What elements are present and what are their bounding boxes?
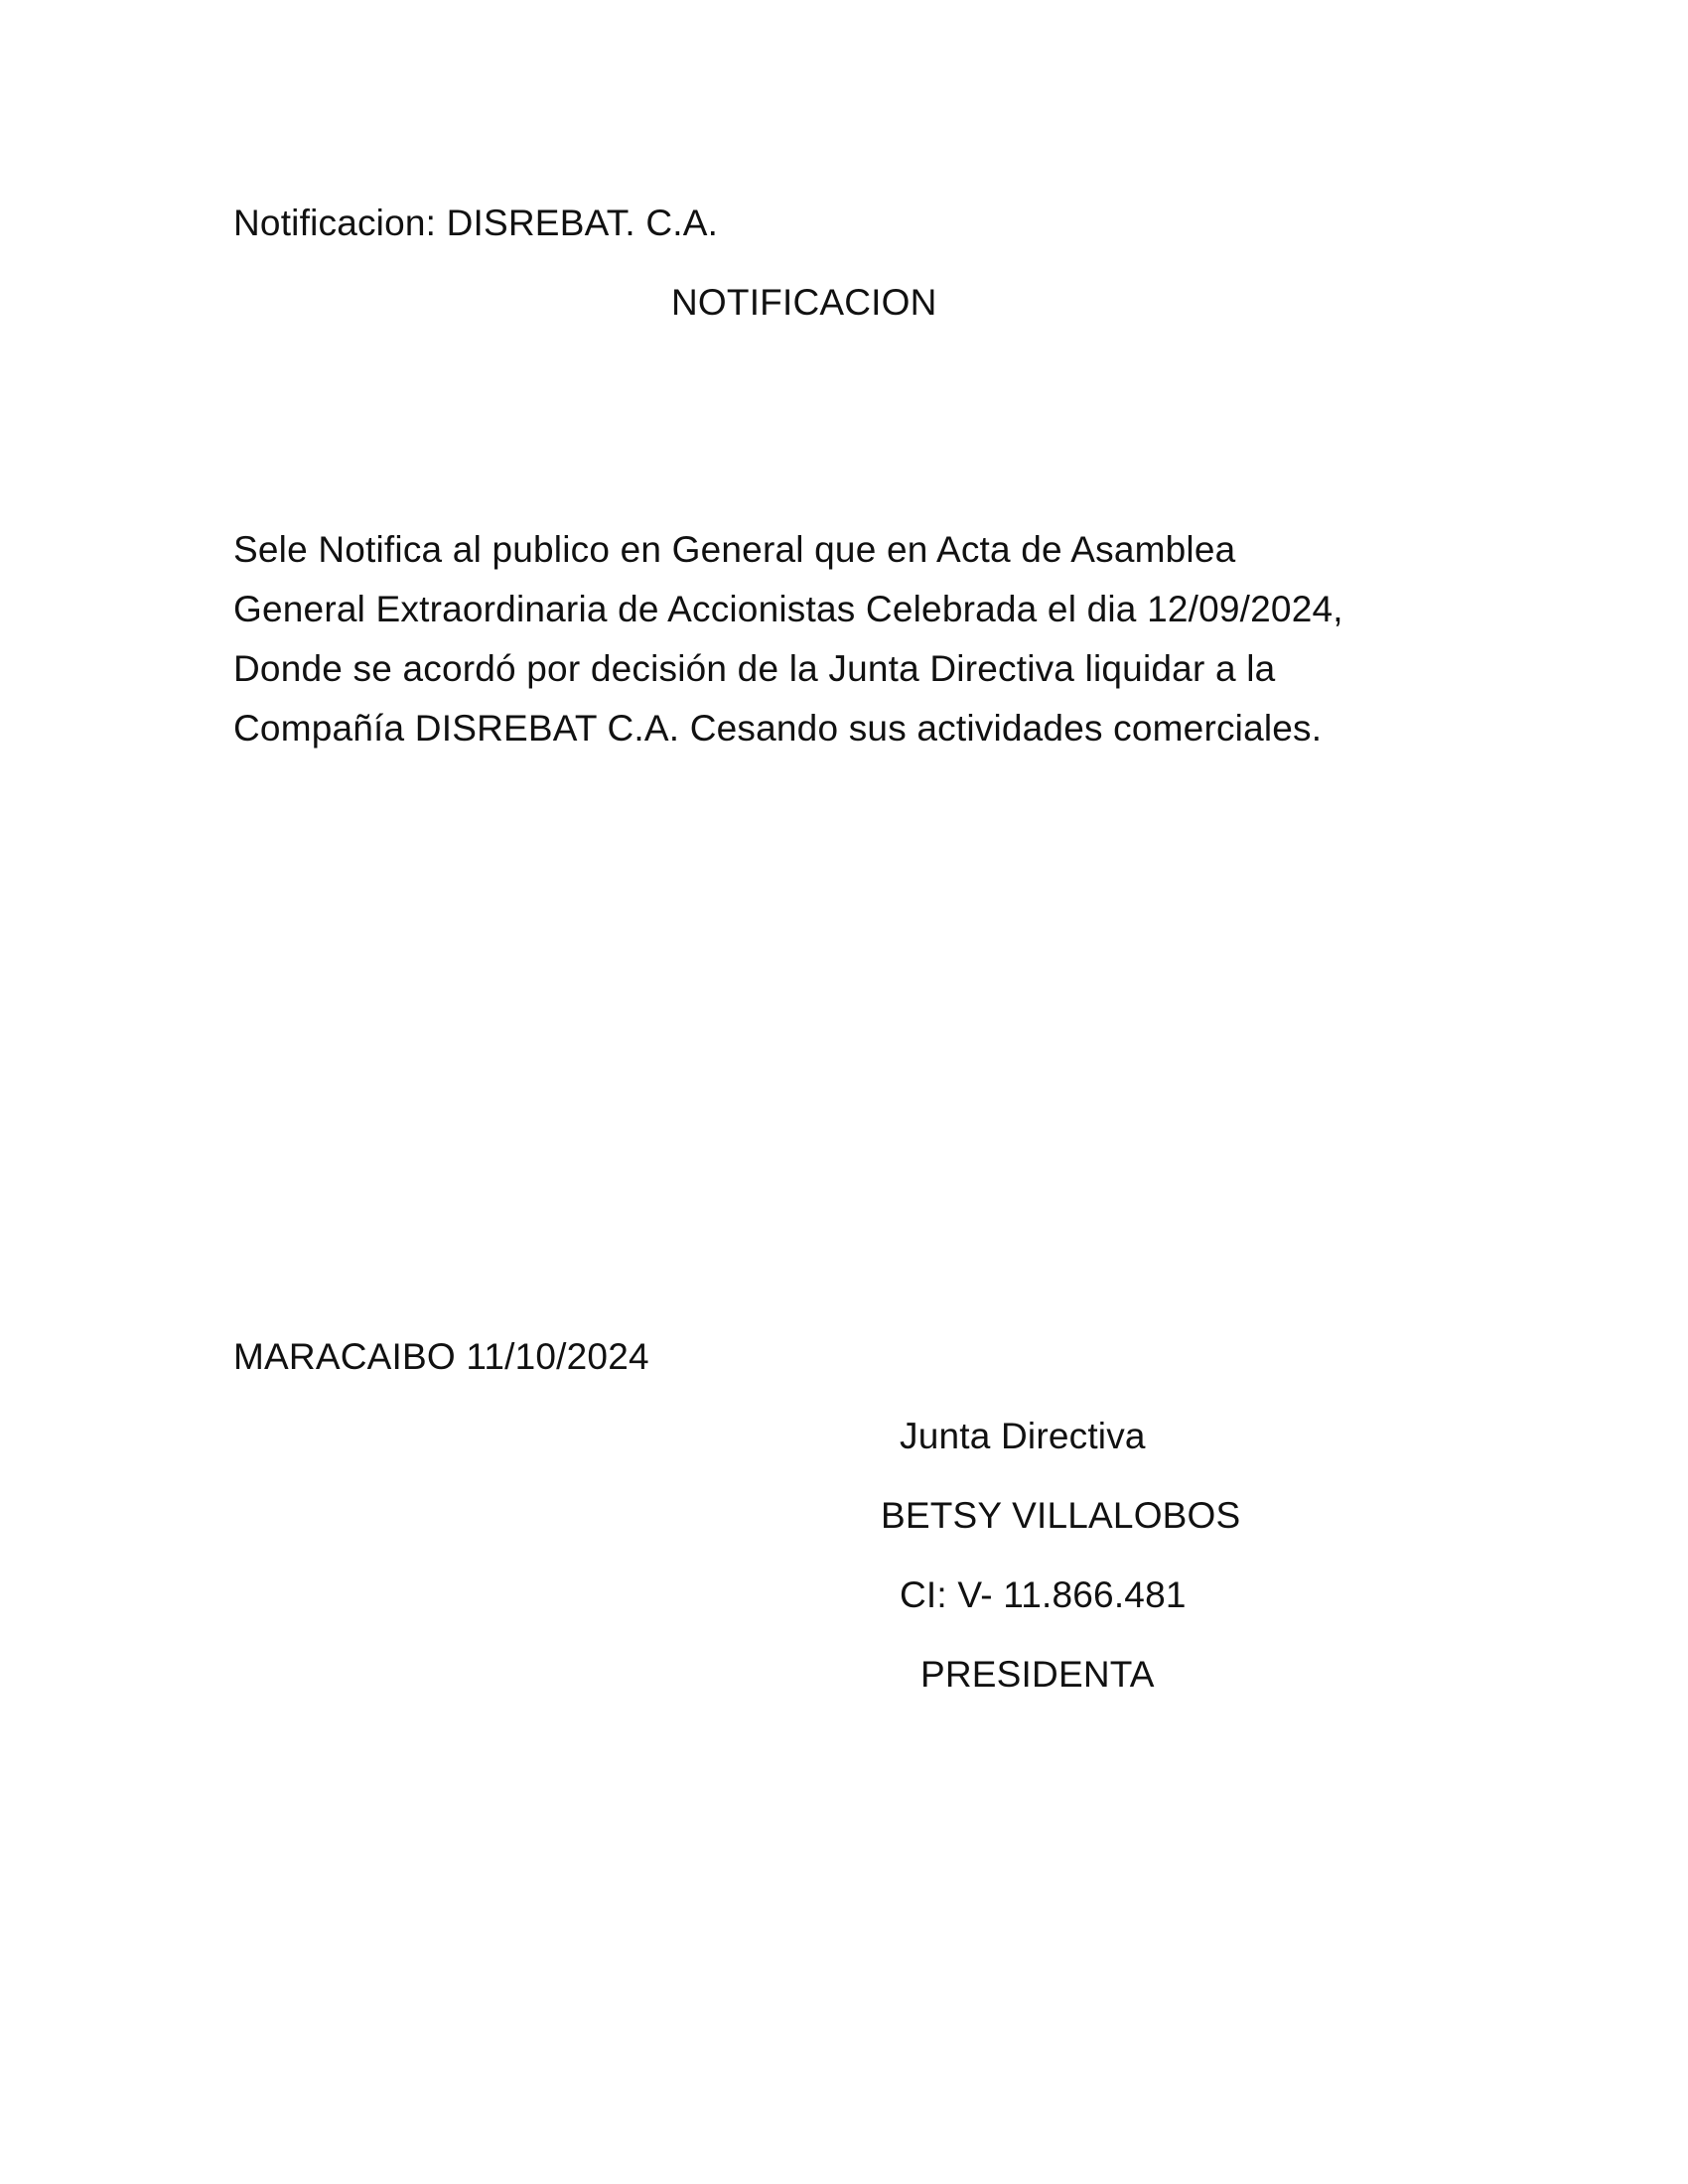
signature-id: CI: V- 11.866.481	[900, 1574, 1187, 1615]
signature-board: Junta Directiva	[900, 1416, 1146, 1456]
subject-line: Notificacion: DISREBAT. C.A.	[233, 203, 719, 243]
body-line: General Extraordinaria de Accionistas Celebrada el dia 12/09/2024,	[233, 589, 1343, 629]
body-line: Donde se acordó por decisión de la Junta Directiva liquidar a la	[233, 648, 1276, 689]
body-line: Sele Notifica al publico en General que en Acta de Asamblea	[233, 529, 1236, 570]
place-date: MARACAIBO 11/10/2024	[233, 1336, 649, 1377]
signature-role: PRESIDENTA	[920, 1654, 1155, 1695]
body-line: Compañía DISREBAT C.A. Cesando sus actividades comerciales.	[233, 708, 1323, 749]
signature-name: BETSY VILLALOBOS	[881, 1495, 1241, 1536]
notice-body	[233, 520, 1465, 758]
document-title: NOTIFICACION	[671, 282, 937, 323]
